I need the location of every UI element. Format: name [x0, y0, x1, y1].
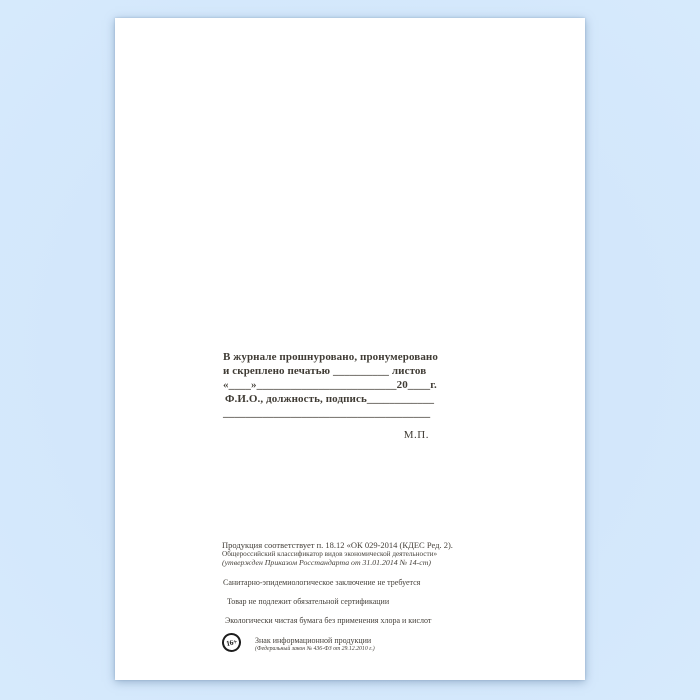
journal-back-page [115, 18, 585, 680]
okved-approval-note: (утвержден Приказом Росстандарта от 31.01.2014 № 14-ст) [222, 558, 431, 567]
cert-line-blank: _____________________________________ [223, 407, 431, 419]
product-info-block [222, 540, 522, 653]
eco-paper-statement: Экологически чистая бумага без применения хлора и кислот [225, 616, 432, 625]
age-rating-row [222, 633, 522, 653]
sanitary-statement: Санитарно-эпидемиологическое заключение не требуется [223, 578, 421, 587]
age-rating-16plus-icon: 16+ [220, 631, 243, 654]
stamp-place-label: М.П. [403, 429, 429, 441]
cert-line-fio-signature: Ф.И.О., должность, подпись____________ [225, 393, 435, 405]
certification-statement: Товар не подлежит обязательной сертификации [227, 597, 390, 606]
okved-compliance-line: Продукция соответствует п. 18.12 «ОК 029-2014 (КДЕС Ред. 2). [222, 540, 453, 550]
certification-block [223, 350, 441, 442]
cert-line-sealed-sheets: и скреплено печатью __________ листов [223, 365, 427, 377]
okved-classifier-line: Общероссийский классификатор видов экономической деятельности» [222, 550, 438, 558]
cert-line-date: «____»_________________________20____г. [223, 379, 437, 391]
cert-line-sewn: В журнале прошнуровано, пронумеровано [223, 351, 438, 363]
federal-law-reference: (Федеральный закон № 436-ФЗ от 29.12.2010 г.) [255, 646, 375, 652]
age-rating-texts [255, 636, 375, 653]
information-product-mark-label: Знак информационной продукции [255, 636, 372, 645]
